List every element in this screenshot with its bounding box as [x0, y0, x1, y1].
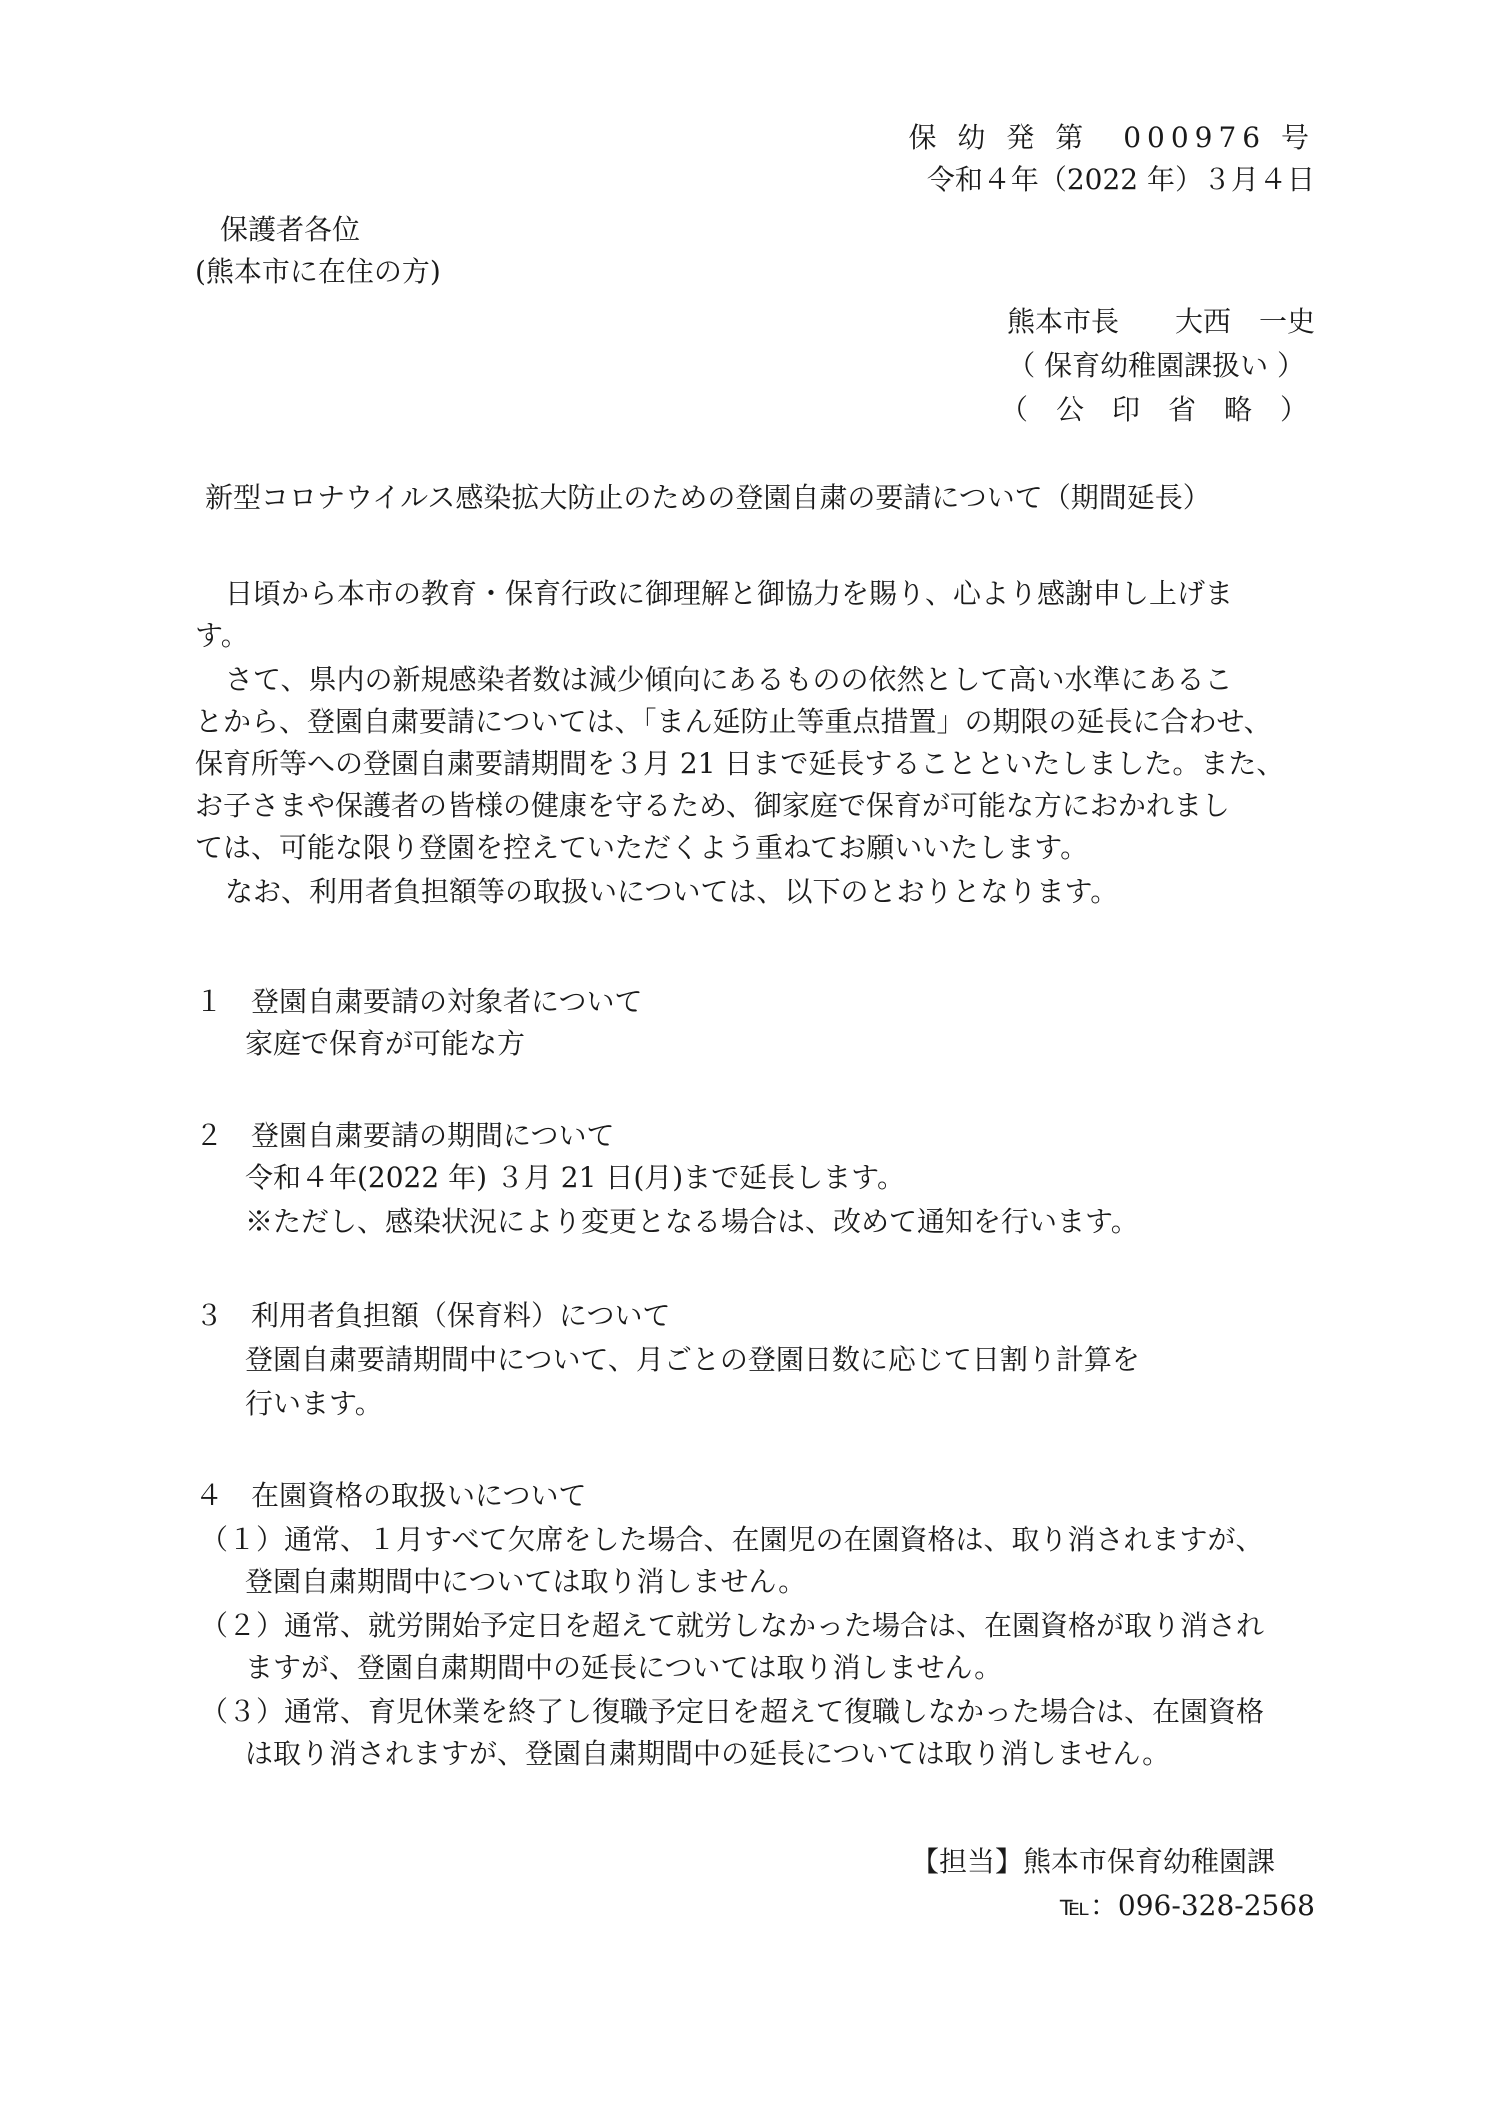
- item-2-body-2: ※ただし、感染状況により変更となる場合は、改めて通知を行います。: [245, 1205, 1139, 1238]
- body-p2-line-4: お子さまや保護者の皆様の健康を守るため、御家庭で保育が可能な方におかれまし: [195, 789, 1230, 822]
- body-p2-line-1: さて、県内の新規感染者数は減少傾向にあるものの依然として高い水準にあるこ: [225, 663, 1233, 696]
- document-title: 新型コロナウイルス感染拡大防止のための登園自粛の要請について（期間延長）: [205, 481, 1211, 514]
- body-p2-line-3: 保育所等への登園自粛要請期間を３月 21 日まで延長することといたしました。また、: [195, 747, 1285, 780]
- body-p1-line-2: す。: [195, 619, 249, 652]
- body-p2-line-5: ては、可能な限り登園を控えていただくよう重ねてお願いいたします。: [195, 831, 1089, 864]
- item-4-sub-3-line-1: （３）通常、育児休業を終了し復職予定日を超えて復職しなかった場合は、在園資格: [200, 1695, 1265, 1728]
- item-3-body-2: 行います。: [245, 1387, 383, 1420]
- seal-note: （ 公 印 省 略 ）: [999, 393, 1308, 426]
- contact-tel: ℡：096-328-2568: [1059, 1889, 1315, 1922]
- body-p1-line-1: 日頃から本市の教育・保育行政に御理解と御協力を賜り、心より感謝申し上げま: [225, 577, 1234, 610]
- item-3-heading: ３ 利用者負担額（保育料）について: [195, 1299, 671, 1332]
- item-4-sub-3-line-2: は取り消されますが、登園自粛期間中の延長については取り消しません。: [245, 1737, 1171, 1770]
- item-4-sub-1-line-1: （１）通常、１月すべて欠席をした場合、在園児の在園資格は、取り消されますが、: [200, 1523, 1264, 1556]
- item-4-sub-1-line-2: 登園自粛期間中については取り消しません。: [245, 1565, 807, 1598]
- item-2-body-1: 令和４年(2022 年) ３月 21 日(月)まで延長します。: [245, 1161, 905, 1194]
- item-4-heading: ４ 在園資格の取扱いについて: [195, 1479, 587, 1512]
- body-p2-line-2: とから、登園自粛要請については、「まん延防止等重点措置」の期限の延長に合わせ、: [195, 705, 1272, 738]
- recipient-line-2: (熊本市に在住の方): [195, 255, 441, 288]
- sender-dept: （ 保育幼稚園課扱い ）: [1007, 349, 1305, 382]
- item-3-body-1: 登園自粛要請期間中について、月ごとの登園日数に応じて日割り計算を: [245, 1343, 1140, 1376]
- item-1-body: 家庭で保育が可能な方: [245, 1027, 526, 1060]
- item-4-sub-2-line-1: （２）通常、就労開始予定日を超えて就労しなかった場合は、在園資格が取り消され: [200, 1609, 1265, 1642]
- doc-date: 令和４年（2022 年）３月４日: [926, 163, 1315, 196]
- sender-name: 熊本市長 大西 一史: [1006, 305, 1315, 338]
- body-p3-line-1: なお、利用者負担額等の取扱いについては、以下のとおりとなります。: [225, 875, 1119, 908]
- item-2-heading: ２ 登園自粛要請の期間について: [195, 1119, 615, 1152]
- recipient-line-1: 保護者各位: [220, 213, 361, 246]
- doc-number: 保 幼 発 第 000976 号: [908, 121, 1315, 154]
- contact-label: 【担当】熊本市保育幼稚園課: [910, 1845, 1275, 1878]
- item-1-heading: １ 登園自粛要請の対象者について: [195, 985, 643, 1018]
- item-4-sub-2-line-2: ますが、登園自粛期間中の延長については取り消しません。: [245, 1651, 1003, 1684]
